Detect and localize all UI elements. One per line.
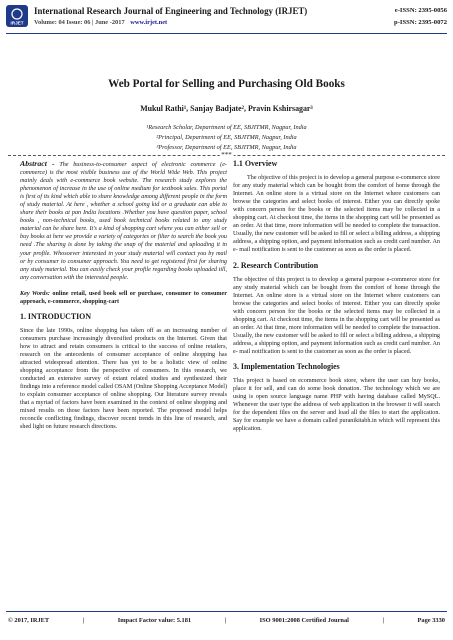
e-issn: e-ISSN: 2395-0056: [394, 7, 447, 14]
footer-impact-factor: Impact Factor value: 5.181: [117, 617, 192, 624]
section-heading-implementation: 3. Implementation Technologies: [233, 362, 340, 372]
journal-url[interactable]: www.irjet.net: [130, 19, 168, 26]
irjet-logo: [6, 5, 28, 27]
section-heading-introduction: 1. INTRODUCTION: [20, 311, 92, 321]
affiliation-3: ³Professor, Department of EE, SBJITMR, Nagpur, India: [156, 144, 297, 151]
footer-copyright: © 2017, IRJET: [8, 617, 50, 624]
journal-title: International Research Journal of Engineering and Technology (IRJET): [34, 6, 308, 16]
footer-iso: ISO 9001:2008 Certified Journal: [259, 617, 349, 624]
affiliation-1: ¹Research Scholar, Department of EE, SBJITMR, Nagpur, India: [146, 124, 307, 131]
section-divider: [8, 151, 445, 159]
keywords-label: Key Words:: [20, 290, 50, 297]
abstract-label: Abstract -: [20, 159, 55, 168]
keywords-text: online retail, used book sell or purchase, consumer to consumer approach, e-commerce, shopping-cart: [20, 290, 227, 305]
footer-rule: [6, 611, 447, 612]
affiliation-2: ²Principal, Department of EE, SBJITMR, Nagpur, India: [156, 134, 297, 141]
footer-separator: |: [382, 617, 384, 624]
section-heading-overview: 1.1 Overview: [233, 159, 278, 168]
footer-page-number: Page 3330: [417, 617, 445, 624]
abstract-text: The business-to-consumer aspect of electronic commerce (e-commerce) is the most visible business use of the World Wide Web. This project mainly deals with e-commerce book website. The research study explores the phenomenon of increase in the use of online medium for textbook sales. This portal is first of its kind which able to share knowledge among different people in the form of study material. At here , whether a school going kid or a graduate can able to share their books at pan India locations .Whether you have question paper, school books , non-technical books, used book technical books related to any study material can be share here. It's a kind of shopping cart where you can either sell or buy books at here we provide a variety of categories or filter to search the book you need .The sharing is done by taking the snap of the material and uploading it in your profile. Whosoever interested in your study material will contact you by mail or by consumer to consumer approach. You need to get registered first for sharing any study material. You can easily check your profile regarding books uploaded till, any conversation with the interested people.: [20, 162, 227, 281]
divider-mark: ***: [221, 151, 232, 159]
abstract: [20, 160, 227, 282]
logo-text: IRJET: [10, 20, 24, 26]
research-contribution-text: The objective of this project is to develop a general purpose e-commerce store for any study material which can be bought from the comfort of home through the Internet. An online store is a virtual store on the Internet where customers can browse the categories and select books of interest. Either you can directly spoke with concern person for the books or the selected items may be collected in a shopping cart. At checkout time, the items in the shopping cart will be presented as an order. At that time, more information will be needed to complete the transaction. Usually, the new customer will be asked to fill or select a billing address, a shipping address, a shipping option, and payment information such as credit card number. An e- mail notification is sent to the customer as soon as the order is placed.: [233, 276, 440, 355]
authors: Mukul Rathi¹, Sanjay Badjate², Pravin Kshirsagar³: [140, 104, 313, 113]
overview-text: The objective of this project is to develop a general purpose e-commerce store for any study material which can be bought from the comfort of home through the Internet. An online store is a virtual store on the Internet where customers can browse the categories and select books of interest. Either you can directly spoke with concern person for the books or the selected items may be collected in a shopping cart. At checkout time, the items in the shopping cart will be presented as an order. At that time, more information will be needed to complete the transaction. Usually, the new customer will be asked to fill or select a billing address, a shipping address, a shipping option, and payment information such as credit card number. An e- mail notification is sent to the customer as soon as the order is placed.: [233, 175, 440, 254]
left-column: [20, 160, 227, 431]
introduction-text: Since the late 1990s, online shopping has taken off as an increasing number of consumers purchase increasingly diversified products on the Internet. Given that how to attract and retain consumers is critical to the success of online retailers, research on the antecedents of consumer acceptance of online shopping has attracted widespread attention. There has yet to be a holistic view of online shopping acceptance from the perspective of consumers. In this research, we conducted an extensive survey of extant related studies and synthesized their findings into a reference model called OSAM (Online Shopping Acceptance Model) to explain consumer acceptance of online shopping. Our literature survey reveals that a myriad of factors have been examined in the context of online shopping and mixed results on those factors have been reported. The proposed model helps reconcile conflicting findings, discover recent trends in this line of research, and shed light on future research directions.: [20, 327, 228, 431]
footer-separator: |: [224, 617, 227, 624]
journal-volume-line: [34, 19, 167, 26]
p-issn: p-ISSN: 2395-0072: [394, 19, 447, 26]
journal-header: [6, 4, 447, 30]
right-column: [233, 160, 440, 433]
volume-issue: Volume: 04 Issue: 06 | June -2017: [34, 19, 125, 26]
keywords: [20, 290, 227, 306]
implementation-text: This project is based on ecommerce book store, where the user can buy books, place it for sell, and can do some book donation. The technology which we are using is open source language name PHP with having database called MySQL. Whenever the user type the address of web application in the browser it will search for the dependent files on the server and load all the files to start the application. Say for example we have a domain called puranikitabh.in which will represent this application.: [233, 378, 440, 433]
page-footer: [8, 617, 445, 624]
footer-separator: |: [82, 617, 85, 624]
paper-title: Web Portal for Selling and Purchasing Old Books: [108, 78, 345, 90]
header-rule: [6, 33, 447, 34]
section-heading-research-contribution: 2. Research Contribution: [233, 260, 319, 270]
